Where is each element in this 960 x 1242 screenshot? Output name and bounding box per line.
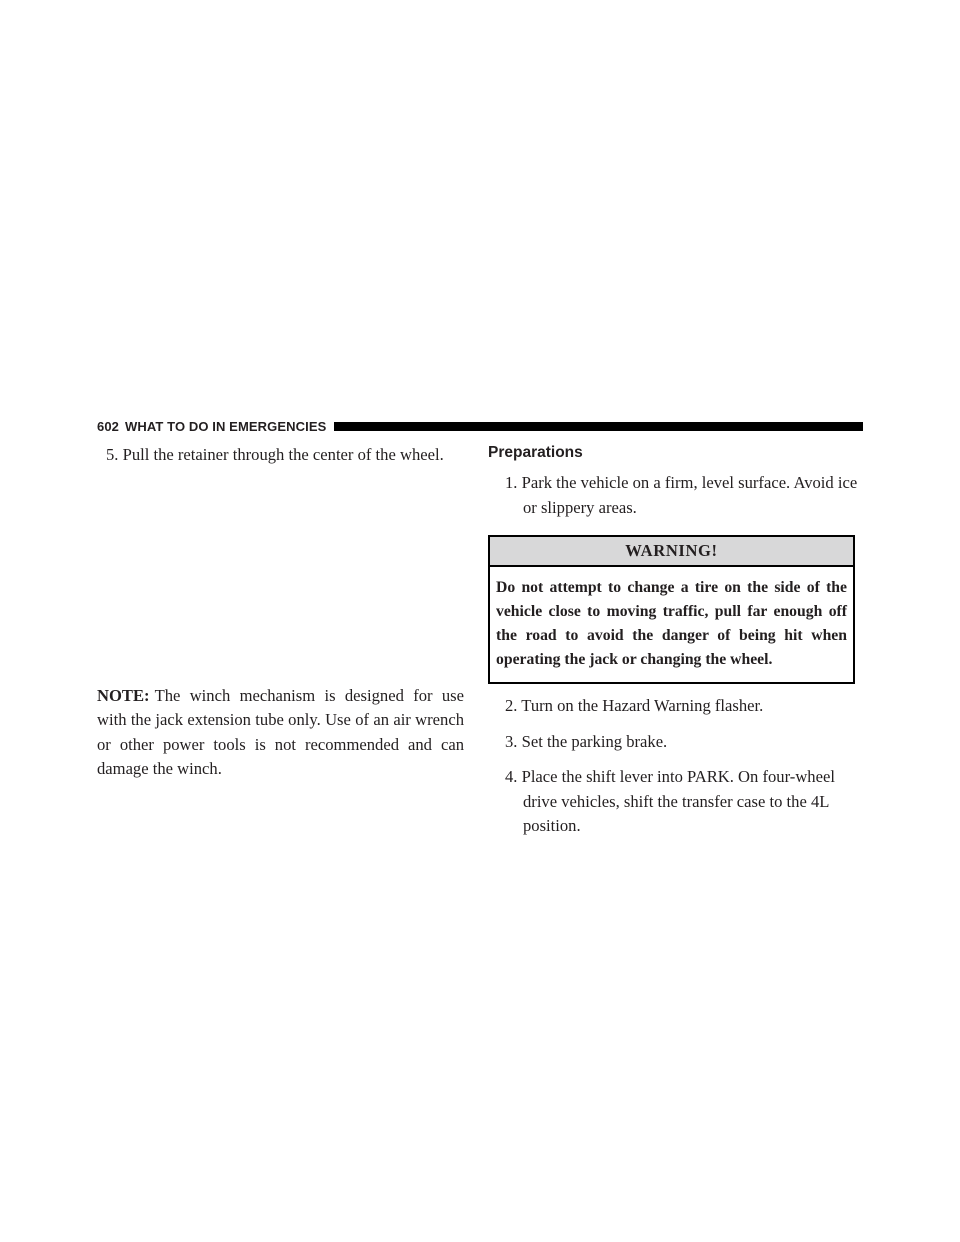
header-rule [334, 422, 863, 431]
step-5: 5. Pull the retainer through the center of the wheel. [106, 445, 444, 464]
warning-box [488, 535, 855, 684]
note-paragraph [97, 684, 464, 782]
note-label: NOTE: [97, 685, 150, 705]
preparations-heading: Preparations [488, 444, 583, 461]
warning-text: Do not attempt to change a tire on the side of the vehicle close to moving traffic, pull far enough off the road to avoid the danger of being hit when operating the jack or changing the wheel. [496, 579, 847, 668]
step-1: 1. Park the vehicle on a firm, level surface. Avoid ice or slippery areas. [505, 473, 858, 517]
step-3: 3. Set the parking brake. [505, 731, 668, 751]
left-column [97, 443, 464, 782]
note-text: The winch mechanism is designed for use with the jack extension tube only. Use of an air wrench or other power tools is not recommended and can damage the winch. [97, 685, 464, 778]
step-2: 2. Turn on the Hazard Warning flasher. [505, 696, 764, 715]
right-column [488, 443, 863, 839]
page-number: 602 [97, 418, 119, 434]
warning-title: WARNING! [490, 537, 853, 567]
section-title: WHAT TO DO IN EMERGENCIES [125, 418, 327, 434]
page-header [97, 418, 863, 434]
step-4: 4. Place the shift lever into PARK. On four-wheel drive vehicles, shift the transfer case to the 4L position. [505, 767, 835, 835]
